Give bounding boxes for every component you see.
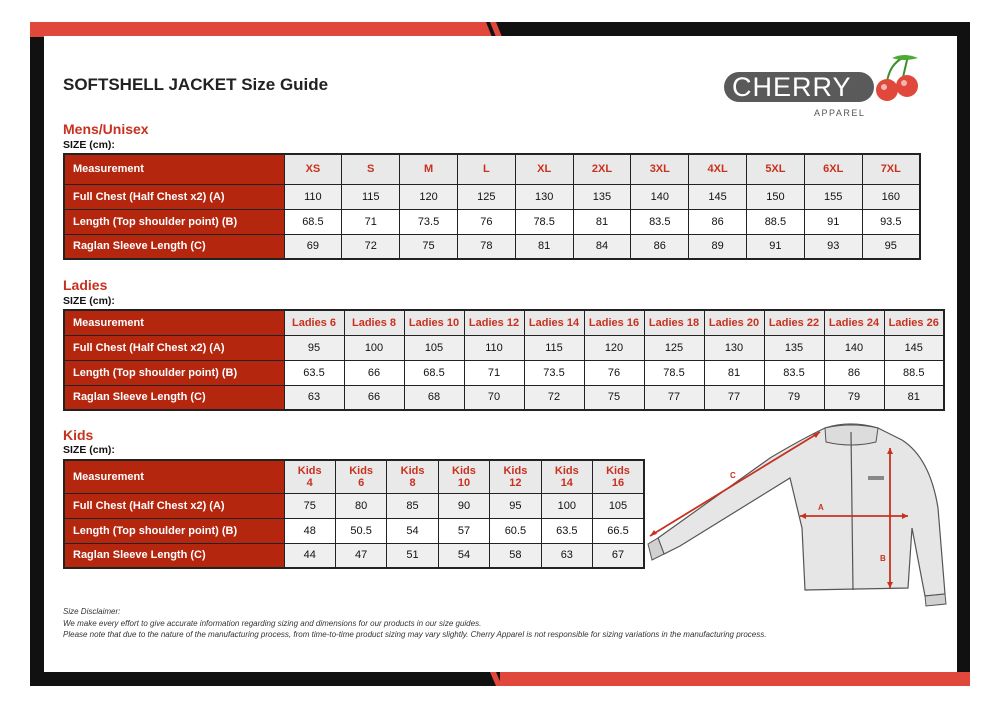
- table-cell: 95: [490, 493, 541, 518]
- table-cell: 79: [824, 385, 884, 410]
- table-cell: 91: [747, 234, 805, 259]
- size-disclaimer: [63, 606, 766, 641]
- row-label: Full Chest (Half Chest x2) (A): [64, 493, 284, 518]
- table-cell: 63: [541, 543, 592, 568]
- header-cell-size: Ladies 26: [884, 310, 944, 335]
- row-label: Raglan Sleeve Length (C): [64, 543, 284, 568]
- header-cell-size: 4XL: [689, 154, 747, 184]
- table-cell: 75: [400, 234, 458, 259]
- row-label: Length (Top shoulder point) (B): [64, 209, 284, 234]
- ladies-size-table: [63, 309, 945, 411]
- header-cell-size: L: [457, 154, 515, 184]
- measure-a-label: A: [818, 503, 824, 512]
- section-title-kids: Kids: [63, 427, 94, 443]
- header-cell-size: 2XL: [573, 154, 631, 184]
- table-row: [64, 543, 644, 568]
- table-cell: 80: [335, 493, 386, 518]
- table-cell: 105: [593, 493, 644, 518]
- table-cell: 91: [804, 209, 862, 234]
- table-cell: 90: [438, 493, 489, 518]
- header-cell-size: S: [342, 154, 400, 184]
- table-cell: 71: [464, 360, 524, 385]
- table-cell: 63.5: [541, 518, 592, 543]
- row-label: Full Chest (Half Chest x2) (A): [64, 184, 284, 209]
- table-cell: 76: [457, 209, 515, 234]
- header-cell-size: Ladies 16: [584, 310, 644, 335]
- header-cell-size: Ladies 20: [704, 310, 764, 335]
- table-cell: 135: [764, 335, 824, 360]
- header-cell-size: 3XL: [631, 154, 689, 184]
- table-cell: 145: [884, 335, 944, 360]
- table-cell: 150: [747, 184, 805, 209]
- header-cell-size: Kids 10: [438, 460, 489, 493]
- header-cell-measurement: Measurement: [64, 460, 284, 493]
- section-title-ladies: Ladies: [63, 277, 108, 293]
- table-cell: 77: [644, 385, 704, 410]
- size-unit-label-kids: SIZE (cm):: [63, 444, 115, 456]
- frame-accent-top: [30, 22, 486, 37]
- table-cell: 66: [344, 385, 404, 410]
- header-cell-size: Kids 4: [284, 460, 335, 493]
- cherry-icon: [876, 79, 898, 101]
- table-cell: 93.5: [862, 209, 920, 234]
- table-cell: 68.5: [404, 360, 464, 385]
- table-cell: 110: [284, 184, 342, 209]
- header-cell-size: Kids 14: [541, 460, 592, 493]
- table-header-row: [64, 154, 920, 184]
- table-cell: 50.5: [335, 518, 386, 543]
- table-cell: 81: [515, 234, 573, 259]
- table-cell: 86: [824, 360, 884, 385]
- size-unit-label-ladies: SIZE (cm):: [63, 295, 115, 307]
- table-row: [64, 184, 920, 209]
- table-cell: 81: [884, 385, 944, 410]
- size-unit-label-mens: SIZE (cm):: [63, 139, 115, 151]
- table-cell: 86: [689, 209, 747, 234]
- table-cell: 78.5: [515, 209, 573, 234]
- table-cell: 105: [404, 335, 464, 360]
- table-cell: 95: [284, 335, 344, 360]
- table-row: [64, 518, 644, 543]
- row-label: Length (Top shoulder point) (B): [64, 360, 284, 385]
- header-cell-size: XS: [284, 154, 342, 184]
- table-cell: 88.5: [747, 209, 805, 234]
- row-label: Length (Top shoulder point) (B): [64, 518, 284, 543]
- header-cell-size: 7XL: [862, 154, 920, 184]
- measure-c-label: C: [730, 471, 736, 480]
- table-cell: 67: [593, 543, 644, 568]
- table-cell: 115: [524, 335, 584, 360]
- table-cell: 83.5: [631, 209, 689, 234]
- table-cell: 69: [284, 234, 342, 259]
- table-cell: 83.5: [764, 360, 824, 385]
- header-cell-size: Kids 8: [387, 460, 438, 493]
- table-row: [64, 360, 944, 385]
- table-row: [64, 385, 944, 410]
- header-cell-size: 6XL: [804, 154, 862, 184]
- header-cell-size: M: [400, 154, 458, 184]
- table-cell: 85: [387, 493, 438, 518]
- table-cell: 57: [438, 518, 489, 543]
- table-cell: 54: [438, 543, 489, 568]
- table-cell: 79: [764, 385, 824, 410]
- table-cell: 63: [284, 385, 344, 410]
- table-cell: 68.5: [284, 209, 342, 234]
- table-cell: 135: [573, 184, 631, 209]
- header-cell-size: Ladies 8: [344, 310, 404, 335]
- table-cell: 81: [573, 209, 631, 234]
- row-label: Full Chest (Half Chest x2) (A): [64, 335, 284, 360]
- table-cell: 140: [824, 335, 884, 360]
- table-cell: 72: [342, 234, 400, 259]
- table-cell: 44: [284, 543, 335, 568]
- table-cell: 75: [284, 493, 335, 518]
- table-cell: 71: [342, 209, 400, 234]
- logo-wordmark: CHERRY: [732, 72, 852, 102]
- row-label: Raglan Sleeve Length (C): [64, 234, 284, 259]
- table-cell: 89: [689, 234, 747, 259]
- table-cell: 66.5: [593, 518, 644, 543]
- row-label: Raglan Sleeve Length (C): [64, 385, 284, 410]
- header-cell-size: XL: [515, 154, 573, 184]
- frame-stripes-top: [470, 22, 510, 37]
- header-cell-size: Kids 6: [335, 460, 386, 493]
- table-cell: 155: [804, 184, 862, 209]
- table-row: [64, 335, 944, 360]
- page-title: SOFTSHELL JACKET Size Guide: [63, 75, 329, 94]
- mens-size-table: [63, 153, 921, 260]
- table-cell: 100: [344, 335, 404, 360]
- table-cell: 100: [541, 493, 592, 518]
- cherry-apparel-logo: [722, 52, 927, 118]
- header-cell-size: Ladies 12: [464, 310, 524, 335]
- table-cell: 73.5: [400, 209, 458, 234]
- table-cell: 95: [862, 234, 920, 259]
- frame-stripes-bottom: [486, 672, 526, 686]
- table-cell: 60.5: [490, 518, 541, 543]
- table-cell: 66: [344, 360, 404, 385]
- frame-accent-bottom: [500, 672, 970, 686]
- header-cell-size: Ladies 24: [824, 310, 884, 335]
- table-cell: 48: [284, 518, 335, 543]
- table-cell: 76: [584, 360, 644, 385]
- table-cell: 145: [689, 184, 747, 209]
- table-cell: 93: [804, 234, 862, 259]
- table-row: [64, 493, 644, 518]
- table-cell: 125: [457, 184, 515, 209]
- header-cell-size: 5XL: [747, 154, 805, 184]
- table-cell: 86: [631, 234, 689, 259]
- table-row: [64, 234, 920, 259]
- disclaimer-heading: Size Disclaimer:: [63, 607, 121, 616]
- table-cell: 58: [490, 543, 541, 568]
- table-cell: 70: [464, 385, 524, 410]
- table-row: [64, 209, 920, 234]
- table-cell: 47: [335, 543, 386, 568]
- table-cell: 72: [524, 385, 584, 410]
- table-cell: 140: [631, 184, 689, 209]
- header-cell-measurement: Measurement: [64, 310, 284, 335]
- table-cell: 160: [862, 184, 920, 209]
- header-cell-size: Ladies 18: [644, 310, 704, 335]
- header-cell-size: Kids 12: [490, 460, 541, 493]
- table-cell: 51: [387, 543, 438, 568]
- logo-subtitle: APPAREL: [814, 108, 866, 118]
- table-cell: 77: [704, 385, 764, 410]
- table-cell: 120: [584, 335, 644, 360]
- table-cell: 84: [573, 234, 631, 259]
- table-cell: 120: [400, 184, 458, 209]
- kids-size-table: [63, 459, 645, 569]
- table-cell: 68: [404, 385, 464, 410]
- header-cell-measurement: Measurement: [64, 154, 284, 184]
- table-cell: 110: [464, 335, 524, 360]
- header-cell-size: Kids 16: [593, 460, 644, 493]
- table-cell: 78.5: [644, 360, 704, 385]
- section-title-mens: Mens/Unisex: [63, 121, 149, 137]
- header-cell-size: Ladies 10: [404, 310, 464, 335]
- measure-b-label: B: [880, 554, 886, 563]
- disclaimer-line-1: We make every effort to give accurate information regarding sizing and dimensions for our products in our size guides.: [63, 618, 482, 628]
- table-cell: 54: [387, 518, 438, 543]
- table-cell: 78: [457, 234, 515, 259]
- header-cell-size: Ladies 6: [284, 310, 344, 335]
- table-cell: 81: [704, 360, 764, 385]
- table-cell: 130: [704, 335, 764, 360]
- jacket-shape: [658, 424, 945, 596]
- table-cell: 88.5: [884, 360, 944, 385]
- table-cell: 115: [342, 184, 400, 209]
- table-cell: 130: [515, 184, 573, 209]
- disclaimer-line-2: Please note that due to the nature of the manufacturing process, from time-to-time product sizing may vary slightly. Cherry Apparel is not responsible for sizing variations in the manufacturing process.: [63, 630, 767, 639]
- table-cell: 125: [644, 335, 704, 360]
- jacket-diagram: [640, 418, 952, 614]
- table-cell: 63.5: [284, 360, 344, 385]
- table-header-row: [64, 310, 944, 335]
- header-cell-size: Ladies 22: [764, 310, 824, 335]
- table-header-row: [64, 460, 644, 493]
- header-cell-size: Ladies 14: [524, 310, 584, 335]
- table-cell: 73.5: [524, 360, 584, 385]
- table-cell: 75: [584, 385, 644, 410]
